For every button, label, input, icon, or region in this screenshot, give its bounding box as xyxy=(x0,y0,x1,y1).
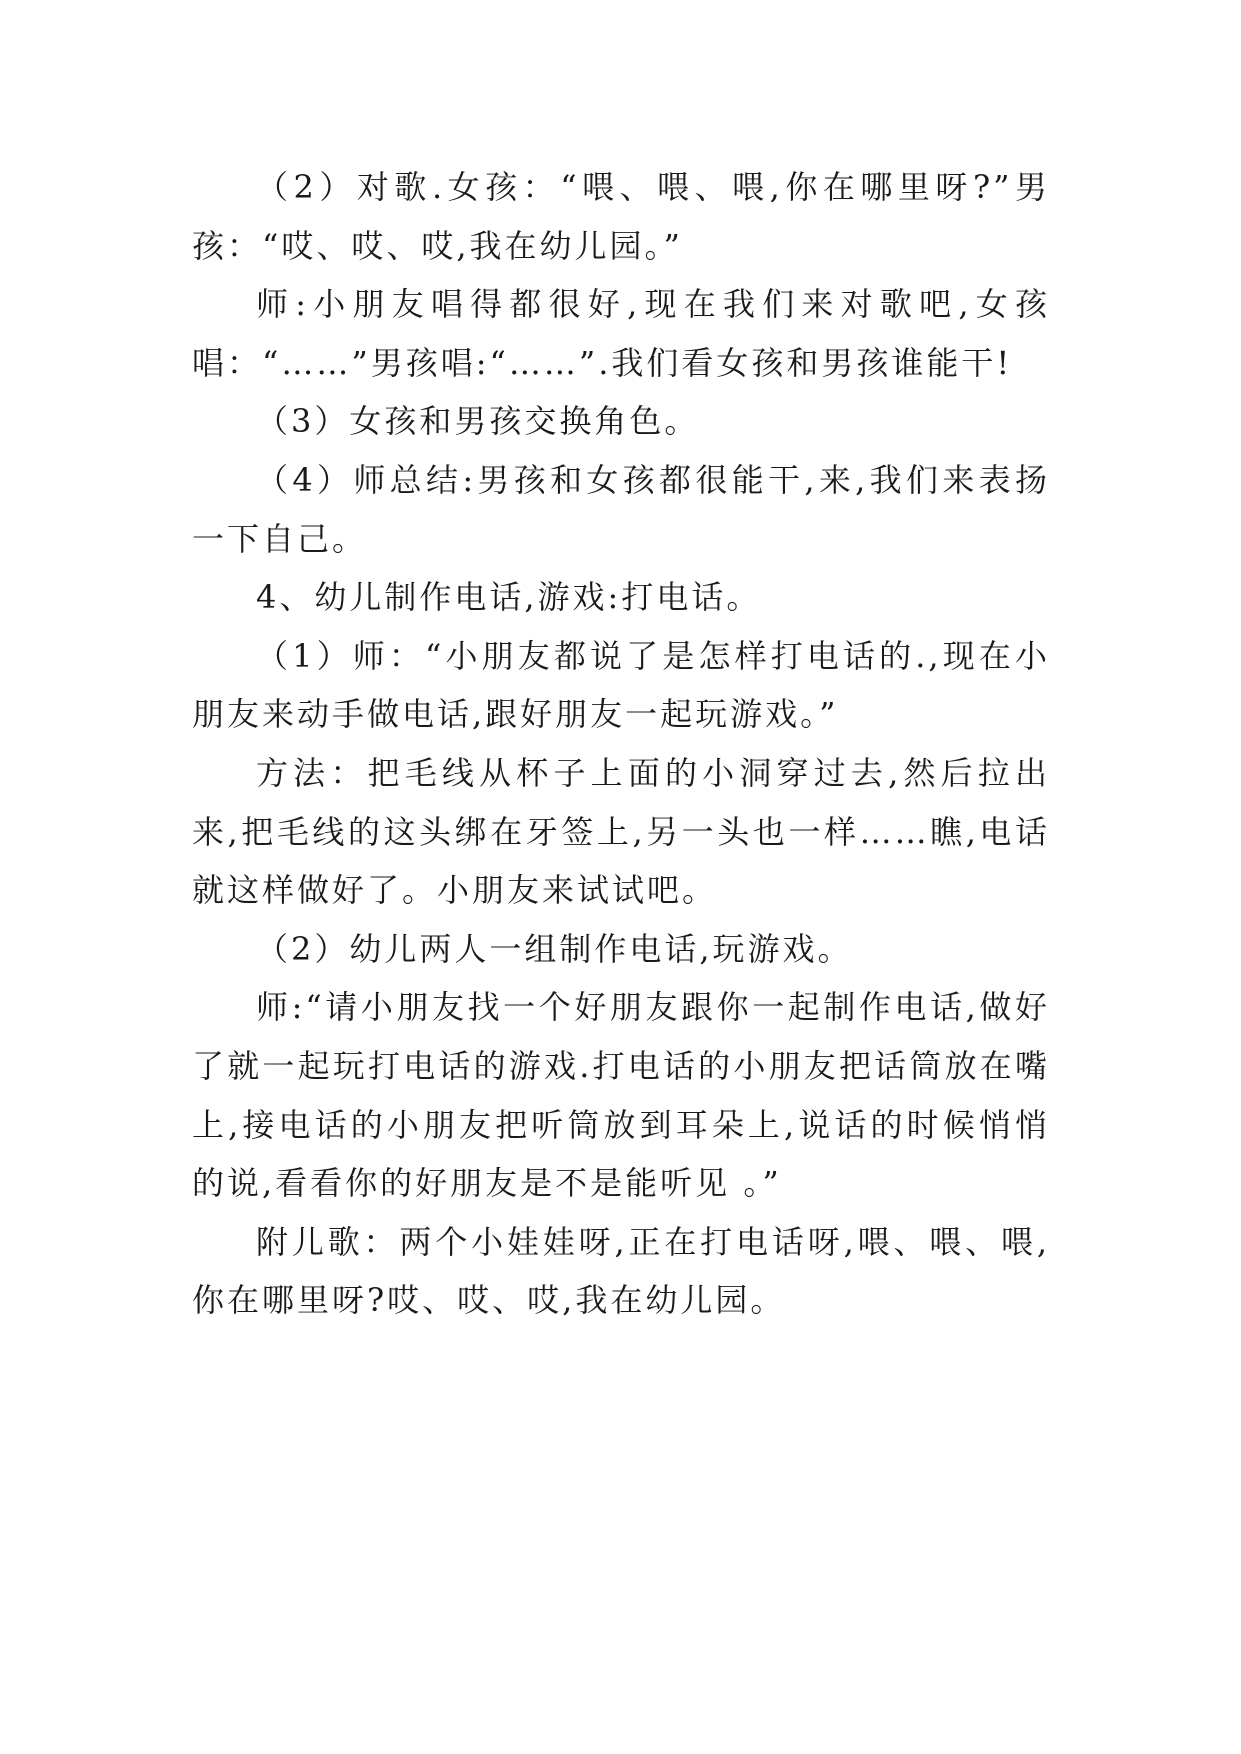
paragraph-teacher-instructions: 师:“请小朋友找一个好朋友跟你一起制作电话,做好了就一起玩打电话的游戏.打电话的小朋友把话筒放在嘴上,接电话的小朋友把听筒放到耳朵上,说话的时候悄悄的说,看看你的好朋友是不是能听见 。” xyxy=(192,988,1050,1203)
paragraph-step-2: （2）幼儿两人一组制作电话,玩游戏。 xyxy=(256,929,853,968)
paragraph-nursery-rhyme: 附儿歌：两个小娃娃呀,正在打电话呀,喂、喂、喂,你在哪里呀?哎、哎、哎,我在幼儿园。 xyxy=(192,1222,1050,1320)
paragraph-summary: （4）师总结:男孩和女孩都很能干,来,我们来表扬一下自己。 xyxy=(192,460,1050,558)
paragraph-duige: （2）对歌.女孩：“喂、喂、喂,你在哪里呀?”男孩：“哎、哎、哎,我在幼儿园。” xyxy=(192,168,1050,265)
paragraph-step-1: （1）师：“小朋友都说了是怎样打电话的.,现在小朋友来动手做电话,跟好朋友一起玩游戏。” xyxy=(192,636,1050,734)
paragraph-teacher-duige: 师:小朋友唱得都很好,现在我们来对歌吧,女孩唱：“……”男孩唱:“……”.我们看女孩和男孩谁能干! xyxy=(192,285,1050,382)
paragraph-swap-roles: （3）女孩和男孩交换角色。 xyxy=(256,402,700,441)
paragraph-section-4: 4、幼儿制作电话,游戏:打电话。 xyxy=(256,578,762,617)
paragraph-method: 方法：把毛线从杯子上面的小洞穿过去,然后拉出来,把毛线的这头绑在牙签上,另一头也一样……瞧,电话就这样做好了。小朋友来试试吧。 xyxy=(192,753,1050,910)
document-page xyxy=(192,158,1050,1330)
